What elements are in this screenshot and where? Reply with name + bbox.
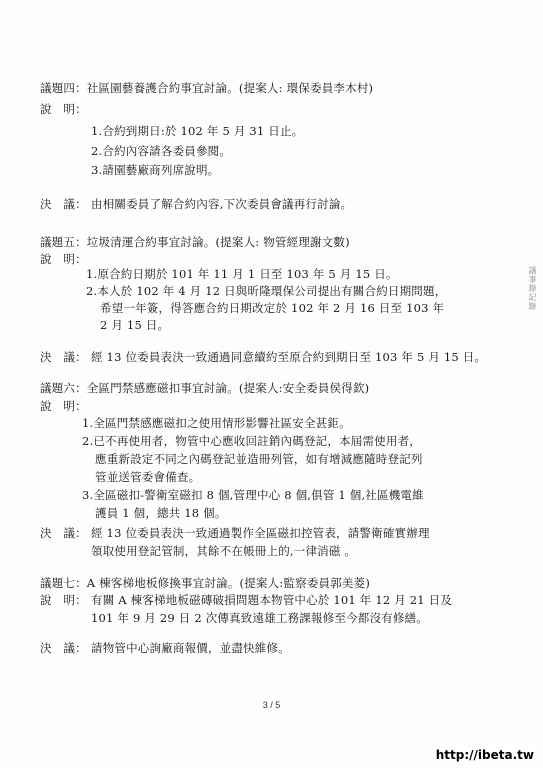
item5-point-2-end: 2 月 15 日。 xyxy=(100,318,170,332)
item4-point-2: 2.合約內容請各委員參閱。 xyxy=(91,144,232,158)
item4-point-1: 1.合約到期日:於 102 年 5 月 31 日止。 xyxy=(91,124,304,138)
item4-title: 議題四：社區園藝養護合約事宜討論。(提案人: 環保委員李木村) xyxy=(40,81,374,95)
item5-resolution: 經 13 位委員表決一致通過同意續約至原合約到期日至 103 年 5 月 15 日。 xyxy=(91,350,487,364)
item6-explain-label: 說 明： xyxy=(40,399,87,413)
item6-point-3: 3.全區磁扣-警衛室磁扣 8 個,管理中心 8 個,俱管 1 個,社區機電維 xyxy=(82,488,424,502)
item5-explain-label: 說 明： xyxy=(40,252,87,266)
item6-point-2-end: 管並送管委會備查。 xyxy=(95,470,201,484)
item7-title: 議題七：A 棟客梯地板修換事宜討論。(提案人:監察委員郭美菱) xyxy=(40,576,371,590)
item5-point-2-cont: 希望一年簽，得答應合約日期改定於 102 年 2 月 16 日至 103 年 xyxy=(100,301,445,315)
item5-resolution-label: 決 議： xyxy=(40,350,87,364)
item6-resolution-label: 決 議： xyxy=(40,526,87,540)
item7-resolution-label: 決 議： xyxy=(40,641,87,655)
item4-point-3: 3.請園藝廠商列席說明。 xyxy=(91,163,220,177)
item7-explain-label: 說 明： xyxy=(40,593,87,607)
item4-explain-label: 說 明： xyxy=(40,102,87,116)
item6-title: 議題六：全區門禁感應磁扣事宜討論。(提案人:安全委員侯得欽) xyxy=(40,381,370,395)
item7-point-line-1: 有關 A 棟客梯地板磁磚破損問題本物管中心於 101 年 12 月 21 日及 xyxy=(91,593,453,607)
item7-resolution: 請物管中心詢廠商報價，並盡快維修。 xyxy=(91,641,290,655)
item4-resolution: 由相關委員了解合約內容,下次委員會議再行討論。 xyxy=(91,197,353,211)
item6-resolution-line-2: 領取使用登記管制，其餘不在帳冊上的,一律消磁 。 xyxy=(91,544,357,558)
item5-point-2: 2.本人於 102 年 4 月 12 日與昕隆環保公司提出有關合約日期問題， xyxy=(86,284,447,298)
item5-point-1: 1.原合約日期於 101 年 11 月 1 日至 103 年 5 月 15 日。 xyxy=(86,267,398,281)
item7-point-line-2: 101 年 9 月 29 日 2 次傳真致遠雄工務課報修至今都沒有修繕。 xyxy=(91,611,429,625)
item6-point-1: 1.全區門禁感應磁扣之使用情形影響社區安全甚鉅。 xyxy=(82,416,351,430)
page-number: 3 / 5 xyxy=(262,700,281,710)
item4-resolution-label: 決 議： xyxy=(40,197,87,211)
item6-resolution-line-1: 經 13 位委員表決一致通過製作全區磁扣控管表，請警衛確實辦理 xyxy=(91,526,430,540)
side-stamp: 議事錄記錄 xyxy=(528,266,537,311)
item6-point-2-cont: 應重新設定不同之內碼登記並造冊列管，如有增減應隨時登記列 xyxy=(95,452,423,466)
item5-title: 議題五：垃圾清運合約事宜討論。(提案人: 物管經理謝文數) xyxy=(40,235,350,249)
site-watermark: http://ibeta.tw xyxy=(433,747,537,763)
item6-point-2: 2.已不再使用者，物管中心應收回註銷內碼登記，本屆需使用者， xyxy=(82,434,421,448)
item6-point-3-cont: 護員 1 個，總共 18 個。 xyxy=(95,506,227,520)
